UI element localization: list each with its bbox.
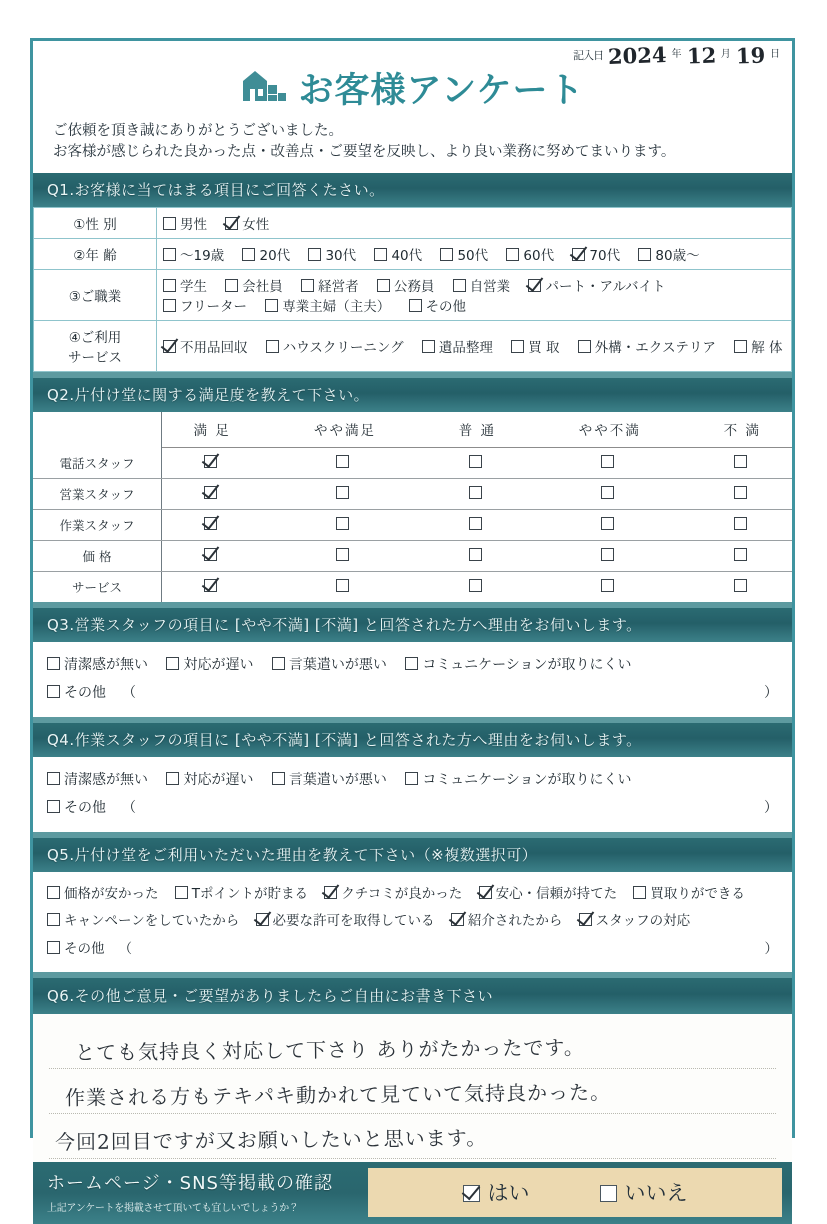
q1-service-option-house-cleaning[interactable]: [266, 336, 404, 356]
option-label: その他: [64, 799, 106, 816]
checkbox-icon[interactable]: [734, 548, 747, 561]
q6-answer-area[interactable]: [33, 1014, 792, 1162]
q3-other-row: [47, 679, 778, 707]
q2-row-label: サービス: [33, 571, 162, 602]
option-label: 70代: [589, 248, 621, 265]
checkbox-icon[interactable]: [336, 455, 349, 468]
checkbox-icon[interactable]: [272, 772, 285, 785]
q3-option-poor-communication[interactable]: [405, 651, 631, 679]
checkbox-icon[interactable]: [47, 772, 60, 785]
option-label: 40代: [391, 248, 423, 265]
checkbox-icon[interactable]: [469, 486, 482, 499]
checkbox-icon[interactable]: [336, 579, 349, 592]
q1-service-option-exterior[interactable]: [578, 336, 716, 356]
q1-service-options: [157, 321, 792, 372]
q2-cell[interactable]: [162, 540, 263, 571]
q2-cell[interactable]: [262, 448, 427, 479]
q1-occupation-line-2: [163, 295, 785, 315]
q1-row-occupation: [34, 270, 792, 321]
q4-other-row: [47, 794, 778, 822]
checkbox-icon[interactable]: [600, 1185, 617, 1202]
option-label: その他: [425, 299, 467, 316]
checkbox-icon[interactable]: [469, 517, 482, 530]
q2-cell[interactable]: [692, 509, 792, 540]
option-label: 学生: [180, 279, 207, 296]
q1-gender-option-female[interactable]: [225, 213, 269, 233]
checkbox-icon[interactable]: [734, 486, 747, 499]
q2-header-row: [33, 412, 792, 448]
checkbox-icon[interactable]: [469, 579, 482, 592]
q2-cell[interactable]: [527, 478, 692, 509]
option-label: スタッフの対応: [595, 913, 691, 930]
q6-answer-line-1: とても気持良く対応して下さり ありがたかったです。: [74, 1034, 585, 1065]
q1-table: [33, 207, 792, 372]
checkbox-checked-icon[interactable]: [256, 913, 269, 926]
q5-option-t-points[interactable]: [175, 881, 308, 909]
q1-service-option-purchase[interactable]: [511, 336, 559, 356]
q2-cell[interactable]: [527, 509, 692, 540]
q1-service-label: [34, 321, 157, 372]
q5-option-trustworthy[interactable]: [479, 881, 618, 909]
q2-cell[interactable]: [262, 540, 427, 571]
option-label: 買 取: [528, 340, 560, 357]
q2-cell[interactable]: [262, 509, 427, 540]
q2-cell[interactable]: [527, 540, 692, 571]
entry-date-day-unit: 日: [770, 49, 780, 60]
option-label: コミュニケーションが取りにくい: [422, 771, 632, 788]
entry-date-month: 12: [686, 42, 717, 69]
q4-option-other[interactable]: [47, 794, 106, 822]
paren-open: （: [122, 799, 136, 816]
q1-occupation-options: [157, 270, 792, 321]
q1-occupation-label: ③ご職業: [34, 270, 157, 321]
option-label: 80歳～: [655, 248, 700, 265]
q2-cell[interactable]: [527, 448, 692, 479]
checkbox-icon[interactable]: [601, 548, 614, 561]
q1-age-option-80plus[interactable]: [638, 244, 699, 264]
checkbox-icon[interactable]: [266, 340, 279, 353]
q5-option-low-price[interactable]: [47, 881, 159, 909]
consent-option-yes[interactable]: [463, 1177, 530, 1207]
q1-age-option-under19[interactable]: [163, 244, 224, 264]
option-label: 専業主婦（主夫）: [282, 299, 391, 316]
q2-cell[interactable]: [162, 448, 263, 479]
handwriting-line: [49, 1069, 776, 1114]
q2-cell[interactable]: [527, 571, 692, 602]
q5-option-licensed[interactable]: [256, 908, 435, 936]
option-label: はい: [487, 1181, 530, 1206]
checkbox-icon[interactable]: [601, 517, 614, 530]
option-label: 公務員: [393, 279, 435, 296]
q1-service-option-estate-cleanup[interactable]: [422, 336, 493, 356]
q2-row-work-staff: [33, 509, 792, 540]
q5-options-line-1: [47, 881, 778, 909]
q2-cell[interactable]: [428, 448, 527, 479]
option-label: 60代: [523, 248, 555, 265]
option-label: 価格が安かった: [64, 885, 159, 902]
q1-age-label: ②年 齢: [34, 239, 157, 270]
q1-occupation-option-employee[interactable]: [225, 275, 283, 295]
q2-cell[interactable]: [692, 478, 792, 509]
q2-column-satisfied: 満 足: [162, 412, 263, 448]
checkbox-icon[interactable]: [638, 248, 651, 261]
q2-heading: Q2.片付け堂に関する満足度を教えて下さい。: [33, 378, 792, 412]
checkbox-icon[interactable]: [163, 248, 176, 261]
checkbox-icon[interactable]: [405, 657, 418, 670]
checkbox-icon[interactable]: [440, 248, 453, 261]
q2-column-neutral: 普 通: [428, 412, 527, 448]
q2-panel: [33, 412, 792, 602]
q1-occupation-option-freeter[interactable]: [163, 295, 247, 315]
option-label: キャンペーンをしていたから: [64, 913, 240, 930]
q1-occupation-option-homemaker[interactable]: [265, 295, 390, 315]
intro-line-1: ご依頼を頂き誠にありがとうございました。: [53, 123, 343, 139]
option-label: 清潔感が無い: [64, 656, 148, 673]
checkbox-icon[interactable]: [336, 548, 349, 561]
q5-other-row: [47, 936, 778, 964]
q1-panel: [33, 207, 792, 372]
q3-panel: [33, 642, 792, 717]
handwriting-line: [49, 1114, 776, 1159]
q4-option-not-clean[interactable]: [47, 766, 148, 794]
paren-close: ）: [764, 684, 778, 701]
option-label: 言葉遣いが悪い: [288, 771, 387, 788]
option-label: ハウスクリーニング: [282, 340, 404, 357]
entry-date-label: 記入日: [573, 49, 604, 62]
q2-row-sales-staff: [33, 478, 792, 509]
q2-row-phone-staff: [33, 448, 792, 479]
checkbox-checked-icon[interactable]: [204, 517, 217, 530]
option-label: 20代: [259, 248, 291, 265]
q1-age-option-50s[interactable]: [440, 244, 488, 264]
q5-heading: Q5.片付け堂をご利用いただいた理由を教えて下さい（※複数選択可）: [33, 838, 792, 872]
checkbox-icon[interactable]: [374, 248, 387, 261]
q2-column-somewhat-dissatisfied: やや不満: [527, 412, 692, 448]
q5-option-good-reviews[interactable]: [324, 881, 462, 909]
option-label: 清潔感が無い: [64, 771, 148, 788]
q1-age-option-40s[interactable]: [374, 244, 422, 264]
checkbox-icon[interactable]: [47, 657, 60, 670]
q2-cell[interactable]: [428, 571, 527, 602]
q1-age-option-30s[interactable]: [308, 244, 356, 264]
consent-answer-block: [368, 1168, 782, 1217]
checkbox-icon[interactable]: [734, 340, 747, 353]
checkbox-checked-icon[interactable]: [463, 1185, 480, 1202]
consent-title: ホームページ・SNS等掲載の確認: [47, 1172, 333, 1194]
q6-heading: Q6.その他ご意見・ご要望がありましたらご自由にお書き下さい: [33, 978, 792, 1014]
q2-cell[interactable]: [428, 478, 527, 509]
checkbox-checked-icon[interactable]: [225, 217, 238, 230]
option-label: 紹介されたから: [467, 913, 563, 930]
q2-cell[interactable]: [428, 509, 527, 540]
q4-options: [47, 766, 778, 794]
checkbox-icon[interactable]: [47, 800, 60, 813]
q5-panel: [33, 872, 792, 972]
q5-option-referral[interactable]: [451, 908, 563, 936]
q2-satisfaction-table: [33, 412, 792, 602]
q2-cell[interactable]: [162, 571, 263, 602]
option-label: フリーター: [180, 299, 247, 316]
q1-occupation-option-self-employed[interactable]: [453, 275, 511, 295]
q1-occupation-line-1: [163, 275, 785, 295]
paren-close: ）: [764, 940, 778, 957]
q5-option-campaign[interactable]: [47, 908, 239, 936]
checkbox-icon[interactable]: [511, 340, 524, 353]
checkbox-icon[interactable]: [336, 486, 349, 499]
checkbox-icon[interactable]: [308, 248, 321, 261]
option-label: コミュニケーションが取りにくい: [422, 656, 632, 673]
q1-row-gender: [34, 208, 792, 239]
q5-option-other[interactable]: [47, 936, 105, 964]
q2-cell[interactable]: [162, 509, 263, 540]
q6-answer-line-2: 作業される方もテキパキ動かれて見ていて気持良かった。: [64, 1079, 612, 1110]
checkbox-icon[interactable]: [175, 886, 188, 899]
checkbox-icon[interactable]: [163, 279, 176, 292]
checkbox-icon[interactable]: [47, 941, 60, 954]
checkbox-icon[interactable]: [469, 548, 482, 561]
q1-age-options: [157, 239, 792, 270]
intro-line-2: お客様が感じられた良かった点・改善点・ご要望を反映し、より良い業務に努めてまいります。: [53, 144, 676, 161]
checkbox-checked-icon[interactable]: [204, 486, 217, 499]
checkbox-checked-icon[interactable]: [451, 913, 464, 926]
q2-cell[interactable]: [692, 540, 792, 571]
q3-option-not-clean[interactable]: [47, 651, 148, 679]
checkbox-icon[interactable]: [47, 886, 60, 899]
q3-heading: Q3.営業スタッフの項目に [やや不満] [不満] と回答された方へ理由をお伺いします。: [33, 608, 792, 642]
q2-row-label: 営業スタッフ: [33, 478, 162, 509]
q2-row-price: [33, 540, 792, 571]
option-label: 対応が遅い: [183, 656, 254, 673]
checkbox-icon[interactable]: [47, 913, 60, 926]
checkbox-icon[interactable]: [409, 299, 422, 312]
option-label: いいえ: [624, 1181, 688, 1206]
option-label: Tポイントが貯まる: [191, 885, 309, 902]
q1-occupation-option-executive[interactable]: [301, 275, 359, 295]
q3-option-slow-response[interactable]: [166, 651, 253, 679]
q1-occupation-option-other[interactable]: [409, 295, 467, 315]
q1-service-option-junk-removal[interactable]: [163, 336, 248, 356]
q6-answer-line-3: 今回2回目ですが又お願いしたいと思います。: [54, 1125, 488, 1154]
option-label: 買取りができる: [650, 885, 745, 902]
q1-gender-label: ①性 別: [34, 208, 157, 239]
checkbox-icon[interactable]: [166, 772, 179, 785]
checkbox-icon[interactable]: [166, 657, 179, 670]
q1-occupation-option-civil-servant[interactable]: [377, 275, 435, 295]
option-label: 遺品整理: [438, 340, 493, 357]
q4-option-slow-response[interactable]: [166, 766, 253, 794]
option-label: その他: [64, 940, 105, 957]
option-label: 必要な許可を取得している: [272, 913, 435, 930]
q2-row-label: 価 格: [33, 540, 162, 571]
checkbox-icon[interactable]: [601, 579, 614, 592]
entry-date: [573, 41, 780, 70]
q3-option-other[interactable]: [47, 679, 106, 707]
option-label: 50代: [457, 248, 489, 265]
q1-occupation-option-student[interactable]: [163, 275, 207, 295]
checkbox-icon[interactable]: [422, 340, 435, 353]
checkbox-icon[interactable]: [242, 248, 255, 261]
option-label: その他: [64, 684, 106, 701]
checkbox-icon[interactable]: [163, 217, 176, 230]
q4-option-poor-communication[interactable]: [405, 766, 631, 794]
option-label: ～19歳: [180, 248, 225, 265]
option-label: 解 体: [751, 340, 783, 357]
checkbox-icon[interactable]: [272, 657, 285, 670]
q2-corner-cell: [33, 412, 162, 448]
consent-option-no[interactable]: [600, 1177, 688, 1207]
title-row: [43, 63, 782, 113]
page-title: お客様アンケート: [298, 71, 585, 111]
checkbox-icon[interactable]: [225, 279, 238, 292]
q2-cell[interactable]: [262, 478, 427, 509]
paren-open: （: [118, 940, 132, 957]
checkbox-icon[interactable]: [265, 299, 278, 312]
publication-consent-footer: [33, 1162, 792, 1224]
checkbox-icon[interactable]: [163, 299, 176, 312]
checkbox-icon[interactable]: [601, 455, 614, 468]
intro-text: [43, 119, 782, 169]
checkbox-icon[interactable]: [734, 517, 747, 530]
checkbox-checked-icon[interactable]: [579, 913, 592, 926]
option-label: 会社員: [242, 279, 283, 296]
handwriting-line: [49, 1024, 776, 1069]
q1-service-label-line-2: サービス: [68, 350, 122, 367]
q2-cell[interactable]: [692, 571, 792, 602]
consent-subtitle: 上記アンケートを掲載させて頂いても宜しいでしょうか？: [47, 1202, 299, 1214]
option-label: 言葉遣いが悪い: [288, 656, 387, 673]
checkbox-checked-icon[interactable]: [324, 886, 337, 899]
q5-option-staff-service[interactable]: [579, 908, 691, 936]
checkbox-icon[interactable]: [506, 248, 519, 261]
option-label: 男性: [180, 217, 207, 234]
q1-age-option-60s[interactable]: [506, 244, 554, 264]
q1-heading: Q1.お客様に当てはまる項目にご回答くたさい。: [33, 173, 792, 207]
q1-gender-option-male[interactable]: [163, 213, 207, 233]
survey-document: [30, 38, 795, 1214]
q3-options: [47, 651, 778, 679]
checkbox-icon[interactable]: [377, 279, 390, 292]
q1-row-age: [34, 239, 792, 270]
checkbox-checked-icon[interactable]: [572, 248, 585, 261]
entry-date-month-unit: 月: [720, 49, 731, 60]
q4-option-bad-language[interactable]: [272, 766, 387, 794]
q2-cell[interactable]: [262, 571, 427, 602]
q2-row-label: 電話スタッフ: [33, 448, 162, 479]
option-label: 経営者: [318, 279, 359, 296]
q1-service-label-line-1: ④ご利用: [68, 330, 122, 347]
option-label: パート・アルバイト: [545, 279, 666, 296]
q1-service-option-demolition[interactable]: [734, 336, 782, 356]
option-label: 30代: [325, 248, 357, 265]
checkbox-checked-icon[interactable]: [528, 279, 541, 292]
option-label: 対応が遅い: [183, 771, 254, 788]
q5-option-buyback[interactable]: [633, 881, 745, 909]
q2-cell[interactable]: [162, 478, 263, 509]
checkbox-icon[interactable]: [469, 455, 482, 468]
q5-options-line-2: [47, 908, 778, 936]
checkbox-icon[interactable]: [633, 886, 646, 899]
checkbox-icon[interactable]: [453, 279, 466, 292]
checkbox-checked-icon[interactable]: [163, 340, 176, 353]
checkbox-checked-icon[interactable]: [479, 886, 492, 899]
checkbox-checked-icon[interactable]: [204, 548, 217, 561]
q1-occupation-option-part-time[interactable]: [528, 275, 665, 295]
checkbox-checked-icon[interactable]: [204, 455, 217, 468]
option-label: 女性: [242, 217, 270, 234]
q4-heading: Q4.作業スタッフの項目に [やや不満] [不満] と回答された方へ理由をお伺いします。: [33, 723, 792, 757]
checkbox-icon[interactable]: [47, 685, 60, 698]
q4-panel: [33, 757, 792, 832]
option-label: クチコミが良かった: [341, 885, 463, 902]
option-label: 安心・信頼が持てた: [495, 885, 618, 902]
q2-cell[interactable]: [428, 540, 527, 571]
checkbox-icon[interactable]: [734, 579, 747, 592]
house-logo-icon: [241, 69, 287, 107]
checkbox-icon[interactable]: [601, 486, 614, 499]
option-label: 不用品回収: [180, 340, 248, 357]
paren-close: ）: [764, 799, 778, 816]
q1-age-option-70s[interactable]: [572, 244, 620, 264]
checkbox-icon[interactable]: [336, 517, 349, 530]
option-label: 自営業: [469, 279, 511, 296]
entry-date-year: 2024: [607, 41, 667, 70]
checkbox-icon[interactable]: [301, 279, 314, 292]
q2-cell[interactable]: [692, 448, 792, 479]
document-header: [33, 41, 792, 173]
paren-open: （: [122, 684, 136, 701]
checkbox-checked-icon[interactable]: [204, 579, 217, 592]
q1-gender-options: [157, 208, 792, 239]
q2-column-somewhat-satisfied: やや満足: [262, 412, 427, 448]
consent-label-block: [33, 1162, 368, 1224]
checkbox-icon[interactable]: [734, 455, 747, 468]
q1-row-service: [34, 321, 792, 372]
checkbox-icon[interactable]: [405, 772, 418, 785]
q1-age-option-20s[interactable]: [242, 244, 290, 264]
checkbox-icon[interactable]: [578, 340, 591, 353]
q2-row-label: 作業スタッフ: [33, 509, 162, 540]
entry-date-year-unit: 年: [671, 49, 682, 60]
entry-date-day: 19: [735, 42, 766, 69]
q2-row-service: [33, 571, 792, 602]
q2-column-dissatisfied: 不 満: [692, 412, 792, 448]
option-label: 外構・エクステリア: [594, 340, 716, 357]
q3-option-bad-language[interactable]: [272, 651, 387, 679]
